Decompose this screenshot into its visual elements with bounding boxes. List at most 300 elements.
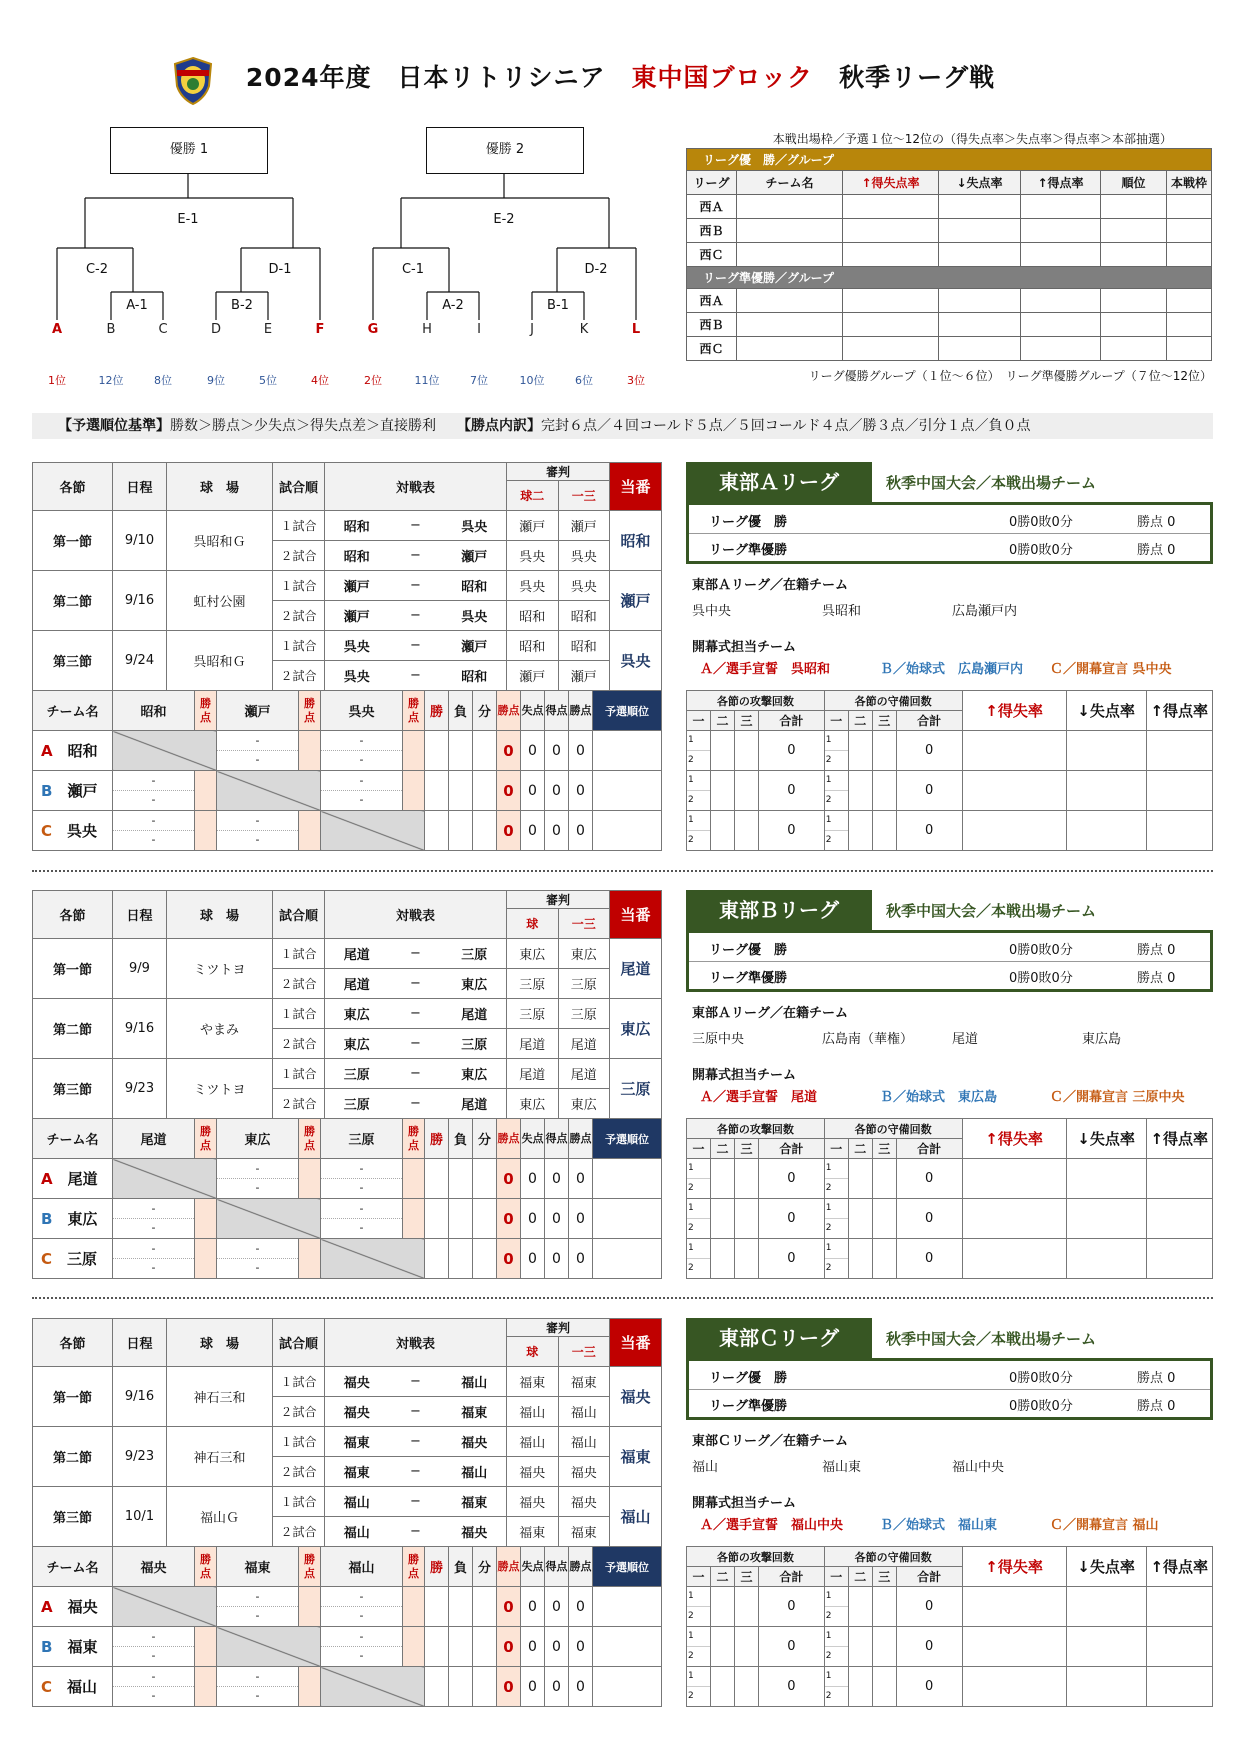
inning-cell: [687, 731, 711, 771]
team-row-name: 瀬戸: [67, 782, 98, 800]
qualify-row-label: 西Ｃ: [687, 337, 737, 361]
col-opponent: 昭和: [113, 691, 195, 731]
team-row-name: 尾道: [67, 1170, 98, 1188]
col-duty: 当番: [610, 463, 662, 511]
col-yosen: 予選順位: [593, 1119, 662, 1159]
umpire: 呉央: [558, 541, 610, 571]
total-winpt: 0: [497, 731, 521, 771]
umpire: 福山: [507, 1427, 559, 1457]
score-line: -: [217, 732, 298, 751]
score-cell: [113, 811, 195, 851]
team-row-name: 三原: [67, 1250, 98, 1268]
lost-val: 0: [521, 811, 545, 851]
inning-header: 二: [711, 1567, 735, 1587]
rate-cell: [962, 1587, 1066, 1627]
game-order: ２試合: [273, 1029, 325, 1059]
team-row-label: [33, 731, 113, 771]
league-subtitle: 秋季中国大会／本戦出場チーム: [886, 1330, 1097, 1348]
bracket-rank-6: 2位: [364, 374, 382, 387]
score-cell: [217, 811, 299, 851]
col-got: 得点: [545, 1119, 569, 1159]
team-row-name: 東広: [67, 1210, 98, 1228]
criteria-label-1: 【予選順位基準】: [58, 418, 170, 434]
lose-cell: [449, 1239, 473, 1279]
score-cell: [217, 1159, 299, 1199]
qualify-row-label: 西Ｂ: [687, 313, 737, 337]
duty-team: 福東: [610, 1427, 662, 1487]
rate-cell: [1066, 1587, 1146, 1627]
duty-team: 三原: [610, 1059, 662, 1119]
qualify-col-header: 順位: [1101, 171, 1167, 195]
away-team: 呉央: [443, 511, 507, 541]
score-cell: [321, 1587, 403, 1627]
game-order: １試合: [273, 1367, 325, 1397]
col-setsu: 各節: [33, 463, 113, 511]
final-box-2: 優勝 2: [426, 127, 584, 174]
bracket-team-7: H: [422, 322, 432, 337]
row-num: 1: [687, 1627, 710, 1647]
winpt-cell: [403, 731, 425, 771]
away-team: 東広: [443, 969, 507, 999]
team-letter: B: [41, 782, 53, 800]
inning-header: 三: [735, 1139, 759, 1159]
winpt-cell: [403, 1587, 425, 1627]
score-line: -: [321, 1628, 402, 1647]
away-team: 瀬戸: [443, 541, 507, 571]
col-win: 勝: [425, 1547, 449, 1587]
home-team: 福東: [325, 1427, 389, 1457]
duty-team: 瀬戸: [610, 571, 662, 631]
section-date: 10/1: [113, 1487, 167, 1547]
ceremony-task: Ａ／選手宣誓 呉昭和: [700, 662, 831, 677]
lost-val: 0: [521, 1587, 545, 1627]
team-row-name: 福山: [67, 1678, 98, 1696]
duty-team: 福山: [610, 1487, 662, 1547]
inning-cell: [824, 1627, 848, 1667]
schedule-table: [32, 890, 662, 1119]
rate-cell: [1066, 731, 1146, 771]
vs-dash: −: [389, 969, 443, 999]
champ-record: 0勝0敗0分: [1009, 1371, 1073, 1386]
home-team: 福山: [325, 1487, 389, 1517]
col-draw: 分: [473, 1119, 497, 1159]
section-field: 虹村公園: [167, 571, 273, 631]
col-match: 対戦表: [325, 891, 507, 939]
inning-header: 二: [711, 1139, 735, 1159]
score-line: -: [113, 1668, 194, 1687]
score-line: -: [151, 1221, 156, 1234]
bracket-rank-3: 9位: [207, 374, 225, 387]
runner-points: 勝点 0: [1137, 971, 1176, 986]
bracket-rank-1: 12位: [98, 374, 124, 387]
rate-header-2: ↓失点率: [1066, 691, 1146, 731]
row-num: 1: [687, 1587, 710, 1607]
col-total-winpt: 勝点: [497, 691, 521, 731]
col-winpt: 勝点: [403, 691, 425, 731]
winpt-val: 0: [569, 1587, 593, 1627]
vs-dash: −: [389, 1397, 443, 1427]
inning-cell: [872, 731, 896, 771]
total-cell: 0: [896, 731, 962, 771]
members-label: 開幕式担当チーム: [692, 1068, 797, 1083]
inning-cell: [872, 1239, 896, 1279]
team-letter: C: [41, 1678, 53, 1696]
col-winpt: 勝点: [299, 1119, 321, 1159]
vs-dash: −: [389, 1367, 443, 1397]
umpire: 三原: [558, 999, 610, 1029]
score-line: -: [217, 1240, 298, 1259]
rate-cell: [1066, 1199, 1146, 1239]
umpire: 尾道: [507, 1059, 559, 1089]
rate-cell: [962, 1159, 1066, 1199]
total-cell: 0: [759, 1159, 825, 1199]
away-team: 福央: [443, 1427, 507, 1457]
draw-cell: [473, 811, 497, 851]
title-org: 日本リトリシニア: [397, 63, 606, 92]
total-winpt: 0: [497, 811, 521, 851]
qualify-table: [686, 148, 1212, 361]
score-line: -: [359, 1609, 364, 1622]
umpire: 瀬戸: [558, 511, 610, 541]
rate-cell: [962, 1627, 1066, 1667]
team-row-label: [33, 1587, 113, 1627]
yosen-cell: [593, 811, 662, 851]
qualify-col-header: 本戦枠: [1167, 171, 1212, 195]
got-val: 0: [545, 1627, 569, 1667]
row-num: 2: [688, 1651, 694, 1661]
away-team: 昭和: [443, 571, 507, 601]
inning-cell: [824, 1159, 848, 1199]
row-num: 2: [688, 1263, 694, 1273]
got-val: 0: [545, 1159, 569, 1199]
row-num: 2: [688, 1691, 694, 1701]
roster-label: 東部Ａリーグ／在籍チーム: [692, 578, 849, 593]
umpire: 三原: [507, 999, 559, 1029]
home-team: 尾道: [325, 969, 389, 999]
section-label: 第一節: [33, 511, 113, 571]
away-team: 福山: [443, 1367, 507, 1397]
section-field: ミツトヨ: [167, 1059, 273, 1119]
total-header: 合計: [759, 711, 825, 731]
total-cell: 0: [759, 1239, 825, 1279]
score-line: -: [113, 812, 194, 831]
inning-cell: [872, 1667, 896, 1707]
bracket-rank-11: 3位: [627, 374, 645, 387]
row-num: 1: [825, 1627, 848, 1647]
winpt-cell: [299, 731, 321, 771]
umpire: 昭和: [507, 631, 559, 661]
diagonal-cell: [113, 731, 217, 771]
total-header: 合計: [896, 711, 962, 731]
got-val: 0: [545, 1239, 569, 1279]
champ-points: 勝点 0: [1137, 515, 1176, 530]
score-line: -: [113, 772, 194, 791]
umpire: 呉央: [507, 541, 559, 571]
total-header: 合計: [759, 1567, 825, 1587]
game-order: １試合: [273, 511, 325, 541]
total-winpt: 0: [497, 771, 521, 811]
got-val: 0: [545, 1587, 569, 1627]
league-title: 東部Ｂリーグ: [686, 890, 872, 930]
rate-header-2: ↓失点率: [1066, 1547, 1146, 1587]
team-letter: A: [41, 1170, 53, 1188]
inning-cell: [735, 1239, 759, 1279]
separator: [32, 1297, 1213, 1299]
team-row-label: [33, 1627, 113, 1667]
duty-team: 呉央: [610, 631, 662, 691]
qualify-note: 本戦出場枠／予選１位〜12位の（得失点率＞失点率＞得点率＞本部抽選）: [772, 132, 1172, 146]
score-cell: [113, 1199, 195, 1239]
qualify-footer: リーグ優勝グループ（１位〜６位） リーグ準優勝グループ（７位〜12位）: [808, 369, 1212, 383]
inning-cell: [735, 1159, 759, 1199]
home-team: 呉央: [325, 631, 389, 661]
umpire: 尾道: [507, 1029, 559, 1059]
col-ump: 審判: [507, 1319, 610, 1337]
col-draw: 分: [473, 691, 497, 731]
total-cell: 0: [896, 1627, 962, 1667]
round-b1: B-1: [547, 298, 569, 313]
bracket-team-2: C: [158, 322, 168, 337]
home-team: 福東: [325, 1457, 389, 1487]
umpire: 尾道: [558, 1029, 610, 1059]
ump-sub: 一三: [558, 909, 610, 939]
draw-cell: [473, 1239, 497, 1279]
title-year: 2024年度: [245, 63, 372, 92]
diagonal-cell: [113, 1159, 217, 1199]
game-order: ２試合: [273, 1089, 325, 1119]
score-line: -: [255, 753, 260, 766]
runner-points: 勝点 0: [1137, 1399, 1176, 1414]
row-num: 2: [688, 1223, 694, 1233]
inning-cell: [735, 811, 759, 851]
roster-team: 呉昭和: [822, 604, 862, 619]
bracket-rank-0: 1位: [48, 374, 66, 387]
schedule-table: [32, 1318, 662, 1547]
inning-cell: [735, 1667, 759, 1707]
row-num: 1: [825, 1239, 848, 1259]
duty-team: 尾道: [610, 939, 662, 999]
rate-cell: [1146, 1627, 1212, 1667]
winpt-cell: [195, 1627, 217, 1667]
draw-cell: [473, 1627, 497, 1667]
got-val: 0: [545, 1199, 569, 1239]
atk-header: 各節の攻撃回数: [687, 691, 825, 711]
winner-box: [686, 502, 1213, 564]
lost-val: 0: [521, 1199, 545, 1239]
game-order: １試合: [273, 1427, 325, 1457]
game-order: ２試合: [273, 1397, 325, 1427]
col-order: 試合順: [273, 1319, 325, 1367]
yosen-cell: [593, 1199, 662, 1239]
stats-table: [686, 690, 1213, 851]
umpire: 福山: [558, 1427, 610, 1457]
inning-cell: [848, 731, 872, 771]
team-row-label: [33, 1667, 113, 1707]
col-winpt2: 勝点: [569, 691, 593, 731]
game-order: ２試合: [273, 969, 325, 999]
col-date: 日程: [113, 891, 167, 939]
col-yosen: 予選順位: [593, 691, 662, 731]
score-line: -: [359, 1649, 364, 1662]
rate-header-2: ↓失点率: [1066, 1119, 1146, 1159]
row-num: 2: [825, 1263, 832, 1273]
draw-cell: [473, 731, 497, 771]
inning-cell: [848, 771, 872, 811]
row-num: 2: [688, 1183, 694, 1193]
total-winpt: 0: [497, 1239, 521, 1279]
score-line: -: [113, 1628, 194, 1647]
score-line: -: [217, 812, 298, 831]
def-header: 各節の守備回数: [824, 1119, 962, 1139]
total-cell: 0: [759, 811, 825, 851]
score-line: -: [151, 1689, 156, 1702]
members-label: 開幕式担当チーム: [692, 1496, 797, 1511]
game-order: ２試合: [273, 1457, 325, 1487]
lose-cell: [449, 811, 473, 851]
row-num: 1: [825, 1159, 848, 1179]
inning-header: 三: [872, 1567, 896, 1587]
runner-label: リーグ準優勝: [709, 543, 788, 558]
score-line: -: [359, 753, 364, 766]
col-win: 勝: [425, 691, 449, 731]
winpt-cell: [195, 771, 217, 811]
col-got: 得点: [545, 691, 569, 731]
away-team: 福東: [443, 1397, 507, 1427]
rate-header-1: ↑得失率: [962, 1547, 1066, 1587]
champ-label: リーグ優 勝: [709, 515, 788, 530]
round-c1: C-1: [401, 262, 425, 277]
title-block: 東中国ブロック: [631, 63, 814, 92]
inning-cell: [687, 1199, 711, 1239]
score-cell: [321, 731, 403, 771]
yosen-cell: [593, 731, 662, 771]
inning-cell: [872, 1627, 896, 1667]
col-total-winpt: 勝点: [497, 1119, 521, 1159]
total-header: 合計: [759, 1139, 825, 1159]
yosen-cell: [593, 1627, 662, 1667]
col-draw: 分: [473, 1547, 497, 1587]
inning-cell: [824, 771, 848, 811]
diagonal-cell: [217, 1199, 321, 1239]
col-winpt2: 勝点: [569, 1547, 593, 1587]
roster-label: 東部Ｃリーグ／在籍チーム: [692, 1434, 849, 1449]
game-order: ２試合: [273, 541, 325, 571]
away-team: 福央: [443, 1517, 507, 1547]
round-d2: D-2: [584, 262, 608, 277]
bracket-team-4: E: [263, 322, 273, 337]
col-lost: 失点: [521, 691, 545, 731]
inning-header: 二: [711, 711, 735, 731]
got-val: 0: [545, 811, 569, 851]
winpt-cell: [195, 1199, 217, 1239]
qualify-col-header: リーグ: [687, 171, 737, 195]
winpt-cell: [299, 811, 321, 851]
col-team: チーム名: [33, 1547, 113, 1587]
col-ump: 審判: [507, 463, 610, 481]
win-group-header: リーグ優 勝／グループ: [687, 149, 1212, 171]
win-cell: [425, 771, 449, 811]
winpt-val: 0: [569, 1627, 593, 1667]
win-cell: [425, 811, 449, 851]
vs-dash: −: [389, 1457, 443, 1487]
schedule-table: [32, 462, 662, 691]
rate-header-3: ↑得点率: [1146, 1547, 1212, 1587]
score-line: -: [321, 732, 402, 751]
col-field: 球 場: [167, 1319, 273, 1367]
section-date: 9/16: [113, 1367, 167, 1427]
inning-cell: [848, 1199, 872, 1239]
roster-team: 広島瀬戸内: [952, 604, 1018, 619]
bracket-team-0: A: [51, 322, 63, 337]
bracket-team-8: I: [477, 322, 481, 337]
vs-dash: −: [389, 661, 443, 691]
section-field: 呉昭和Ｇ: [167, 511, 273, 571]
section-label: 第二節: [33, 1427, 113, 1487]
away-team: 尾道: [443, 1089, 507, 1119]
score-line: -: [113, 1240, 194, 1259]
team-row-name: 福東: [67, 1638, 98, 1656]
score-line: -: [255, 1609, 260, 1622]
ceremony-task: Ｂ／始球式 東広島: [880, 1090, 998, 1105]
ceremony-task: Ａ／選手宣誓 尾道: [700, 1090, 818, 1105]
umpire: 瀬戸: [558, 661, 610, 691]
home-team: 福央: [325, 1367, 389, 1397]
col-opponent: 呉央: [321, 691, 403, 731]
game-order: ２試合: [273, 661, 325, 691]
qualify-col-header: ↑得失点率: [843, 171, 939, 195]
score-line: -: [255, 1261, 260, 1274]
qualify-row-label: 西Ａ: [687, 289, 737, 313]
draw-cell: [473, 1587, 497, 1627]
row-num: 1: [687, 771, 710, 791]
col-yosen: 予選順位: [593, 1547, 662, 1587]
roster-label: 東部Ａリーグ／在籍チーム: [692, 1006, 849, 1021]
col-team: チーム名: [33, 1119, 113, 1159]
ump-sub: 球: [507, 909, 559, 939]
inning-cell: [711, 1159, 735, 1199]
vs-dash: −: [389, 1517, 443, 1547]
roster-team: 呉中央: [692, 604, 732, 619]
rate-header-3: ↑得点率: [1146, 1119, 1212, 1159]
inning-cell: [824, 811, 848, 851]
inning-cell: [711, 771, 735, 811]
runner-group-header: リーグ準優勝／グループ: [687, 267, 1212, 289]
row-num: 1: [687, 811, 710, 831]
team-row-name: 福央: [67, 1598, 98, 1616]
inning-header: 三: [872, 711, 896, 731]
away-team: 福東: [443, 1487, 507, 1517]
inning-cell: [872, 1587, 896, 1627]
vs-dash: −: [389, 511, 443, 541]
runner-record: 0勝0敗0分: [1009, 1399, 1073, 1414]
lost-val: 0: [521, 771, 545, 811]
lose-cell: [449, 1199, 473, 1239]
total-cell: 0: [759, 731, 825, 771]
vs-dash: −: [389, 631, 443, 661]
umpire: 福央: [558, 1457, 610, 1487]
page-title: [0, 58, 1241, 94]
score-cell: [321, 1159, 403, 1199]
score-cell: [113, 771, 195, 811]
qualify-row-label: 西Ａ: [687, 195, 737, 219]
row-num: 2: [825, 1183, 832, 1193]
inning-cell: [848, 1239, 872, 1279]
inning-cell: [687, 1667, 711, 1707]
bracket-rank-9: 10位: [519, 374, 545, 387]
criteria-text-2: 完封６点／４回コールド５点／５回コールド４点／勝３点／引分１点／負０点: [541, 418, 1031, 434]
roster-team: 東広島: [1082, 1032, 1122, 1047]
score-line: -: [321, 1160, 402, 1179]
